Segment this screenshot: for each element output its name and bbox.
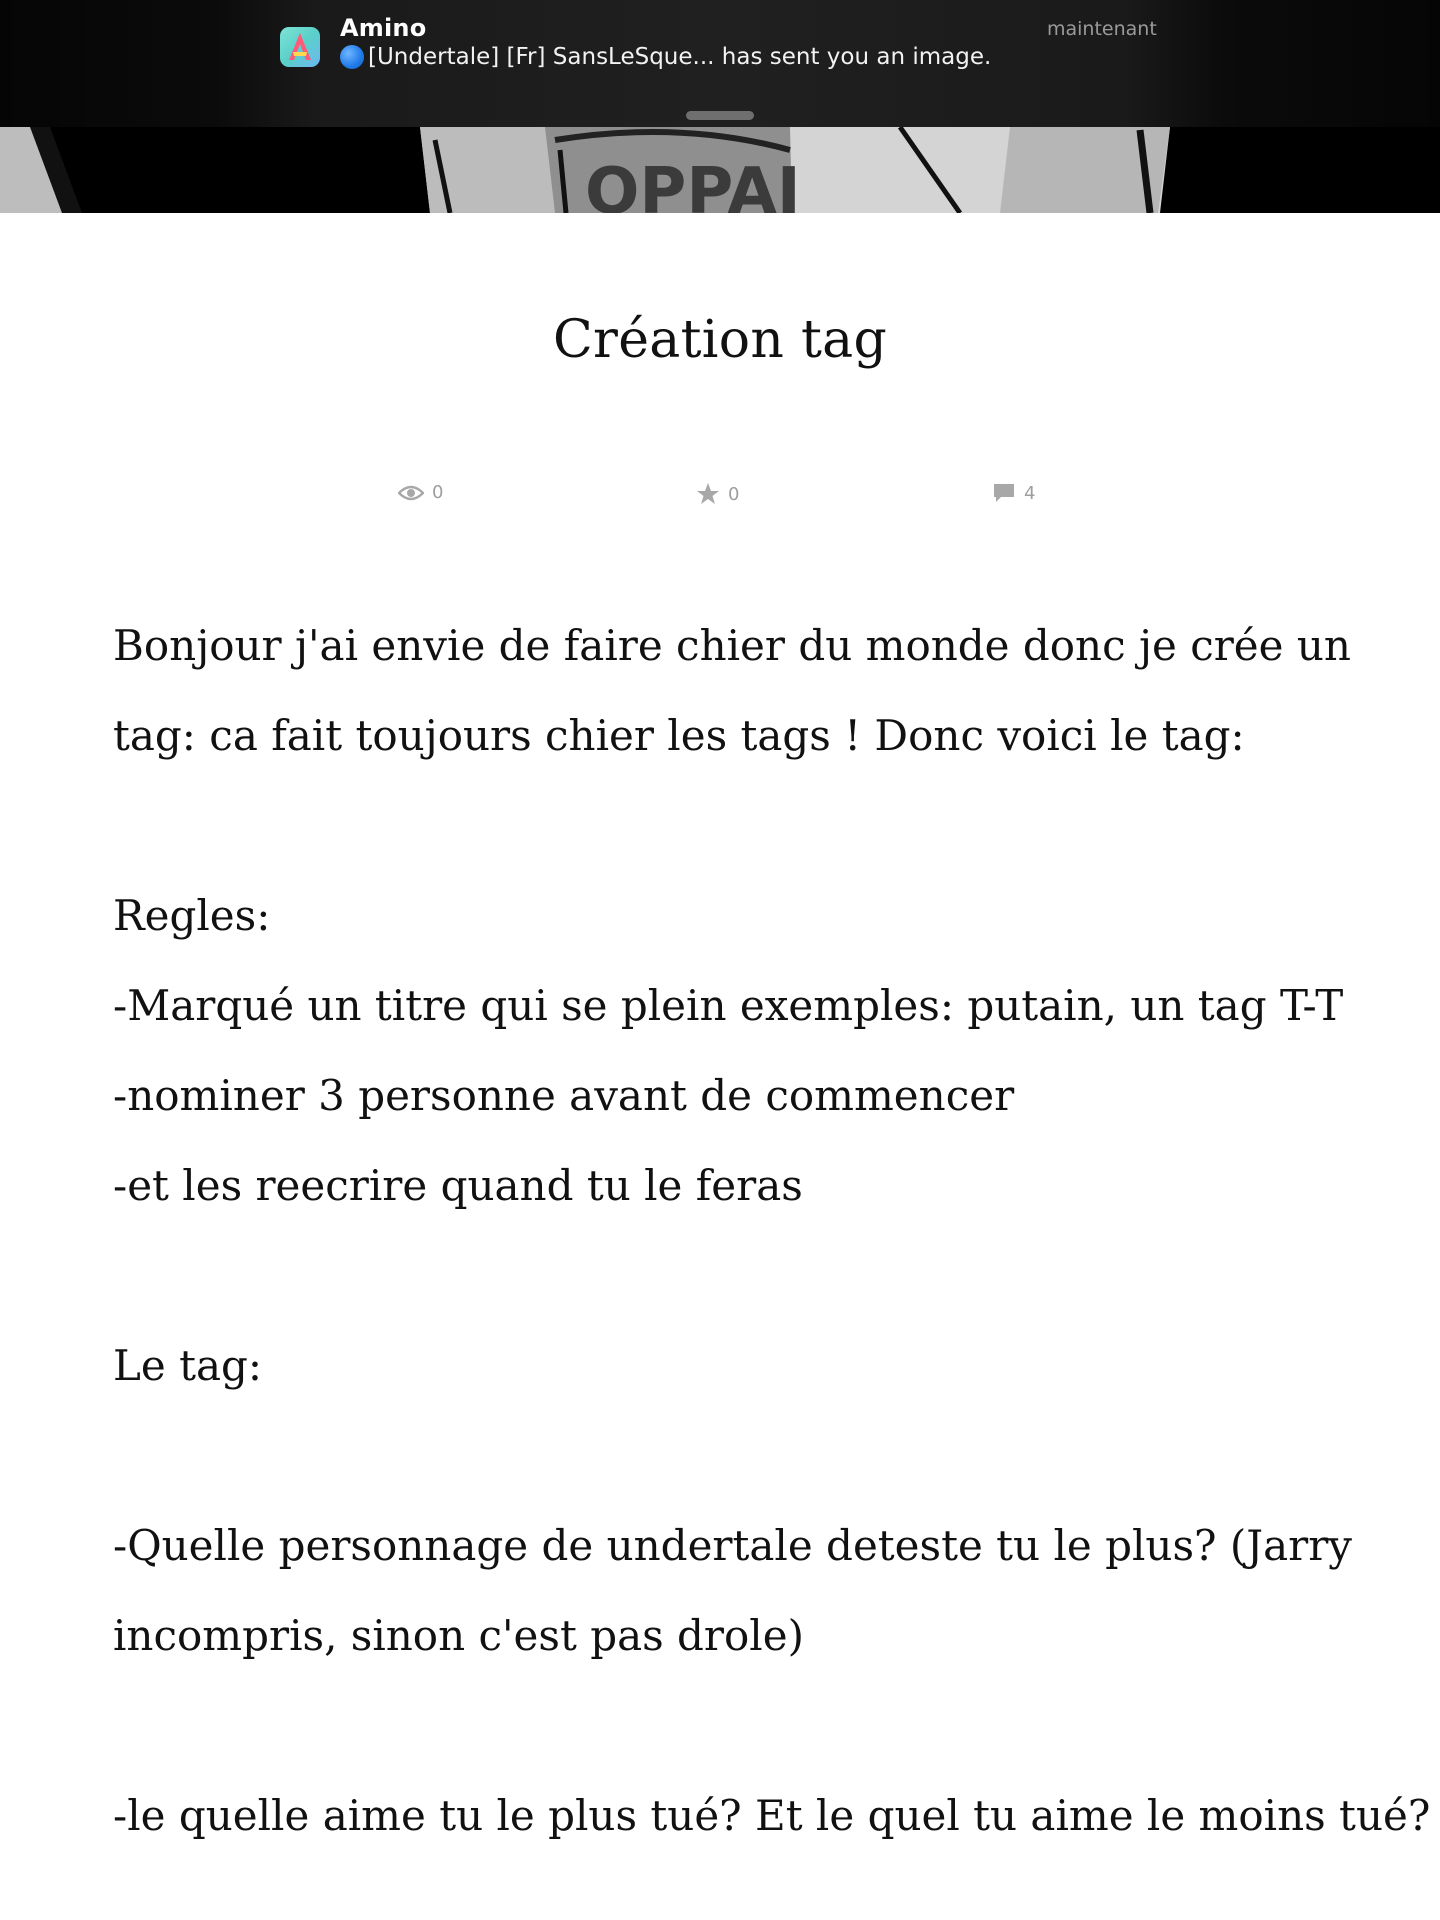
notification-message [340, 44, 991, 70]
post-body [113, 601, 1431, 1861]
amino-app-icon [280, 27, 320, 67]
likes-count: 0 [728, 483, 740, 505]
views-stat [398, 482, 443, 503]
post-line: -et les reecrire quand tu le feras [113, 1161, 803, 1210]
post-line: -nominer 3 personne avant de commencer [113, 1071, 1015, 1120]
post-line-blank [113, 1681, 1343, 1771]
post-line: Le tag: [113, 1341, 263, 1390]
notification-drag-handle[interactable] [686, 111, 754, 120]
post-line: -le quelle aime tu le plus tué? Et le quel tu aime le moins tué? [113, 1791, 1431, 1840]
blue-circle-icon [340, 45, 364, 69]
post-title: Création tag [552, 310, 888, 370]
post-line-blank [113, 1411, 1343, 1501]
post-line: -Quelle personnage de undertale deteste tu le plus? (Jarry [113, 1521, 1353, 1570]
post-stats [0, 482, 1440, 512]
post-line: tag: ca fait toujours chier les tags ! Donc voici le tag: [113, 711, 1245, 760]
notification-time: maintenant [1047, 18, 1157, 40]
post-line-blank [113, 1231, 1343, 1321]
comments-stat[interactable] [992, 482, 1035, 504]
star-icon [696, 482, 720, 506]
comment-bubble-icon [992, 482, 1016, 504]
notification-message-text: [Undertale] [Fr] SansLeSque... has sent you an image. [368, 44, 992, 70]
post-line: Regles: [113, 891, 271, 940]
likes-stat[interactable] [696, 482, 739, 506]
views-count: 0 [432, 482, 444, 503]
post-line: -Marqué un titre qui se plein exemples: putain, un tag T-T [113, 981, 1344, 1030]
comments-count: 4 [1024, 482, 1036, 504]
post-line: Bonjour j'ai envie de faire chier du monde donc je crée un [113, 621, 1351, 670]
post-line-blank [113, 781, 1343, 871]
post-line: incompris, sinon c'est pas drole) [113, 1611, 804, 1660]
cover-shirt-text: OPPAI [585, 155, 801, 213]
eye-icon [398, 484, 424, 502]
notification-app-name: Amino [340, 14, 427, 42]
push-notification-banner[interactable] [0, 0, 1440, 127]
